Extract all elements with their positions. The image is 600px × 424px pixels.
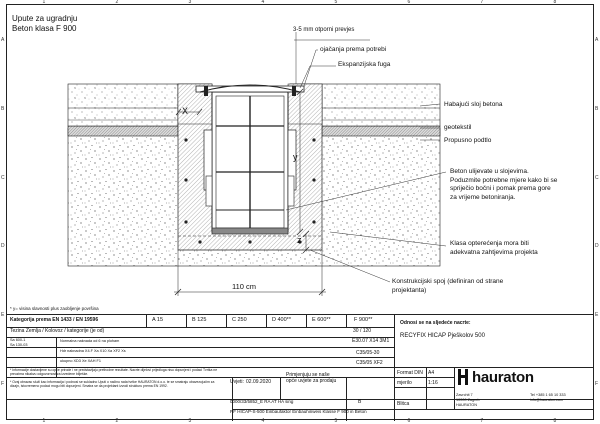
border-tick-number: 6 (407, 418, 411, 424)
tb-description: RF HICAP-S-500 Einbaufaktor Einbauhinweis Klasse F 900 in Beton (230, 409, 367, 414)
tb-value-4: C35/05 XF2 (356, 360, 383, 366)
load-class-cell: D 400** (272, 317, 291, 323)
annotation-gap: 3-5 mm otporni prevjes (293, 27, 355, 33)
border-tick-number: 8 (553, 418, 557, 424)
border-tick-number: 3 (188, 418, 192, 424)
annotation-reinforcement: ojačanja prema potrebi (320, 46, 387, 53)
border-tick-number: 4 (261, 418, 265, 424)
tb-date: 02.09.2020 (246, 379, 272, 385)
dimension-x: X (182, 106, 189, 116)
tb-small-5: ukupno XD3 Xe XAH F1 (60, 359, 101, 363)
border-tick-letter: B (1, 106, 5, 112)
load-class-cell: C 250 (232, 317, 247, 323)
annotation-geotextile: geotekstil (444, 124, 472, 131)
footnote: * y= visina slavnosti plus zaobljenje površina (10, 306, 99, 311)
tb-order-label: Odnosi se na sljedeće nacrte: (400, 320, 471, 326)
base-course (68, 126, 178, 136)
dimension-y: y (293, 152, 298, 162)
border-tick-number: 7 (480, 418, 484, 424)
tb-contact-1: Tel +385 1 65 10 333 (530, 393, 566, 397)
load-class-cell: A 15 (152, 317, 164, 323)
load-class-cell: F 900** (354, 317, 373, 323)
border-tick-letter: E (595, 312, 599, 318)
border-tick-letter: B (595, 106, 599, 112)
tb-scale-label: mjerilo (397, 380, 412, 386)
border-tick-number: 5 (334, 418, 338, 424)
construction-joint-line: Konstrukcijski spoj (definiran od strane (392, 278, 504, 285)
tb-value-3: C35/05-30 (356, 350, 380, 356)
wear-layer-left (68, 84, 178, 126)
tb-format-label: Format DIN (397, 370, 423, 376)
hauraton-logo-icon (456, 368, 470, 386)
annotation-load-class (450, 240, 538, 257)
concrete-pour-line: Poduzmite potrebne mjere kako bi se (450, 176, 558, 184)
tb-contact-2: info@hauraton.com (530, 398, 564, 402)
border-tick-number: 1 (42, 0, 46, 5)
brand-name: hauraton (472, 368, 534, 386)
tb-conditions-1: Primjenjuju se naše (286, 372, 330, 378)
dimension-z: z (297, 235, 302, 245)
tb-format: A4 (428, 370, 435, 376)
border-tick-number: 1 (42, 418, 46, 424)
border-tick-number: 5 (334, 0, 338, 5)
concrete-pour-line: spriječio bočni i pomak prema gore (450, 185, 551, 192)
tb-revision: B (358, 399, 362, 405)
border-tick-number: 7 (480, 0, 484, 5)
border-tick-number: 2 (115, 418, 119, 424)
border-tick-number: 3 (188, 0, 192, 5)
border-tick-number: 4 (261, 0, 265, 5)
border-tick-letter: C (595, 174, 599, 181)
tb-sheet-label: Blitca (397, 401, 410, 407)
tb-order-value: RECYFIX HICAP Pješkolov 500 (400, 333, 485, 339)
tb-row2-label: Tezina Zemlja / Kolovoz / kategorije (je od) (10, 328, 105, 334)
tb-small-1: Sa 600-1 (10, 338, 26, 342)
tb-conditions-2: opće uvjete za prodaju (286, 378, 337, 384)
title-line1: Upute za ugradnju (12, 14, 78, 23)
border-tick-number: 6 (407, 0, 411, 5)
dimension-width: 110 cm (232, 282, 257, 291)
border-tick-number: 2 (115, 0, 119, 5)
tb-address-2: 10000 Zagreb (456, 398, 480, 402)
border-tick-letter: D (595, 243, 599, 250)
tb-notice: * Informacije dostavljene su opće prirode i ne predstavljaju prethodne rezultate. Nacrte dijelovi prijedloga nisu dopunjeni i podaci Tvrtka ne preuzima nikakvu odgovornost za izvedene bilješke. (10, 368, 218, 376)
border-tick-letter: A (595, 37, 599, 44)
annotation-concrete-pour (450, 168, 557, 202)
border-tick-letter: D (1, 243, 5, 250)
concrete-pour-line: za vrijeme betoniranja. (450, 193, 516, 201)
tb-notice-2: * Ovaj obrazac služi kao informacija i podnosi se sukladno Uputi o načinu rada tvrtke HAURATON d.o.o. te se smatraju obavezujućim za dizajn, istovremeno podaci mogu biti dopunjeni. Smatra se da projektant izvodi strukturu prema EN 1992. (10, 380, 215, 388)
tb-small-3: Normalna naknada od 6 na ploham (60, 339, 120, 343)
load-class-cell: E 600** (312, 317, 331, 323)
annotation-expansion-joint: Ekspanzijska fuga (338, 61, 391, 68)
base-course-right (322, 126, 440, 136)
construction-joint-line: projektanta) (392, 286, 427, 294)
tb-value-1: 30 / 120 (353, 328, 372, 334)
border-tick-number: 8 (553, 0, 557, 5)
concrete-pour-line: Beton ulijevate u slojevima. (450, 168, 529, 175)
annotation-construction-joint (392, 278, 503, 295)
load-class-line: adekvatna zahtjevima projekta (450, 248, 538, 256)
tb-date-label: Uvjeti: (230, 379, 244, 385)
hauraton-logo (456, 368, 534, 386)
tb-value-2: E30.07 X14 3M1 (352, 338, 390, 344)
tb-address-1: Zavrchit 7 (456, 393, 473, 397)
border-tick-letter: F (595, 380, 599, 387)
annotation-wear-layer: Habajući sloj betona (444, 101, 503, 108)
border-tick-letter: C (1, 174, 5, 181)
border-tick-letter: F (1, 380, 5, 387)
load-class-cell: B 125 (192, 317, 207, 323)
load-class-line: Klasa opterećenja mora biti (450, 240, 529, 247)
border-tick-letter: A (1, 37, 5, 44)
tb-row1-label: Kategorija prema EN 1433 / EN 19596 (10, 317, 99, 323)
wear-layer-right (322, 84, 440, 126)
border-tick-letter: E (1, 312, 5, 318)
tb-small-4: Hdr naknadna X4.F Xa X10 Xa XF2 Xs (60, 349, 126, 353)
tb-drawing-no: 0000/33/5852_E RA AT HA sing (230, 399, 294, 404)
tb-address-3: HAURATON (456, 403, 477, 407)
title-line2: Beton klasa F 900 (12, 24, 77, 33)
tb-scale: 1:16 (428, 380, 438, 386)
tb-small-2: Sa 130-03 (10, 343, 28, 347)
annotation-permeable-base: Propusno podtlo (444, 137, 492, 144)
